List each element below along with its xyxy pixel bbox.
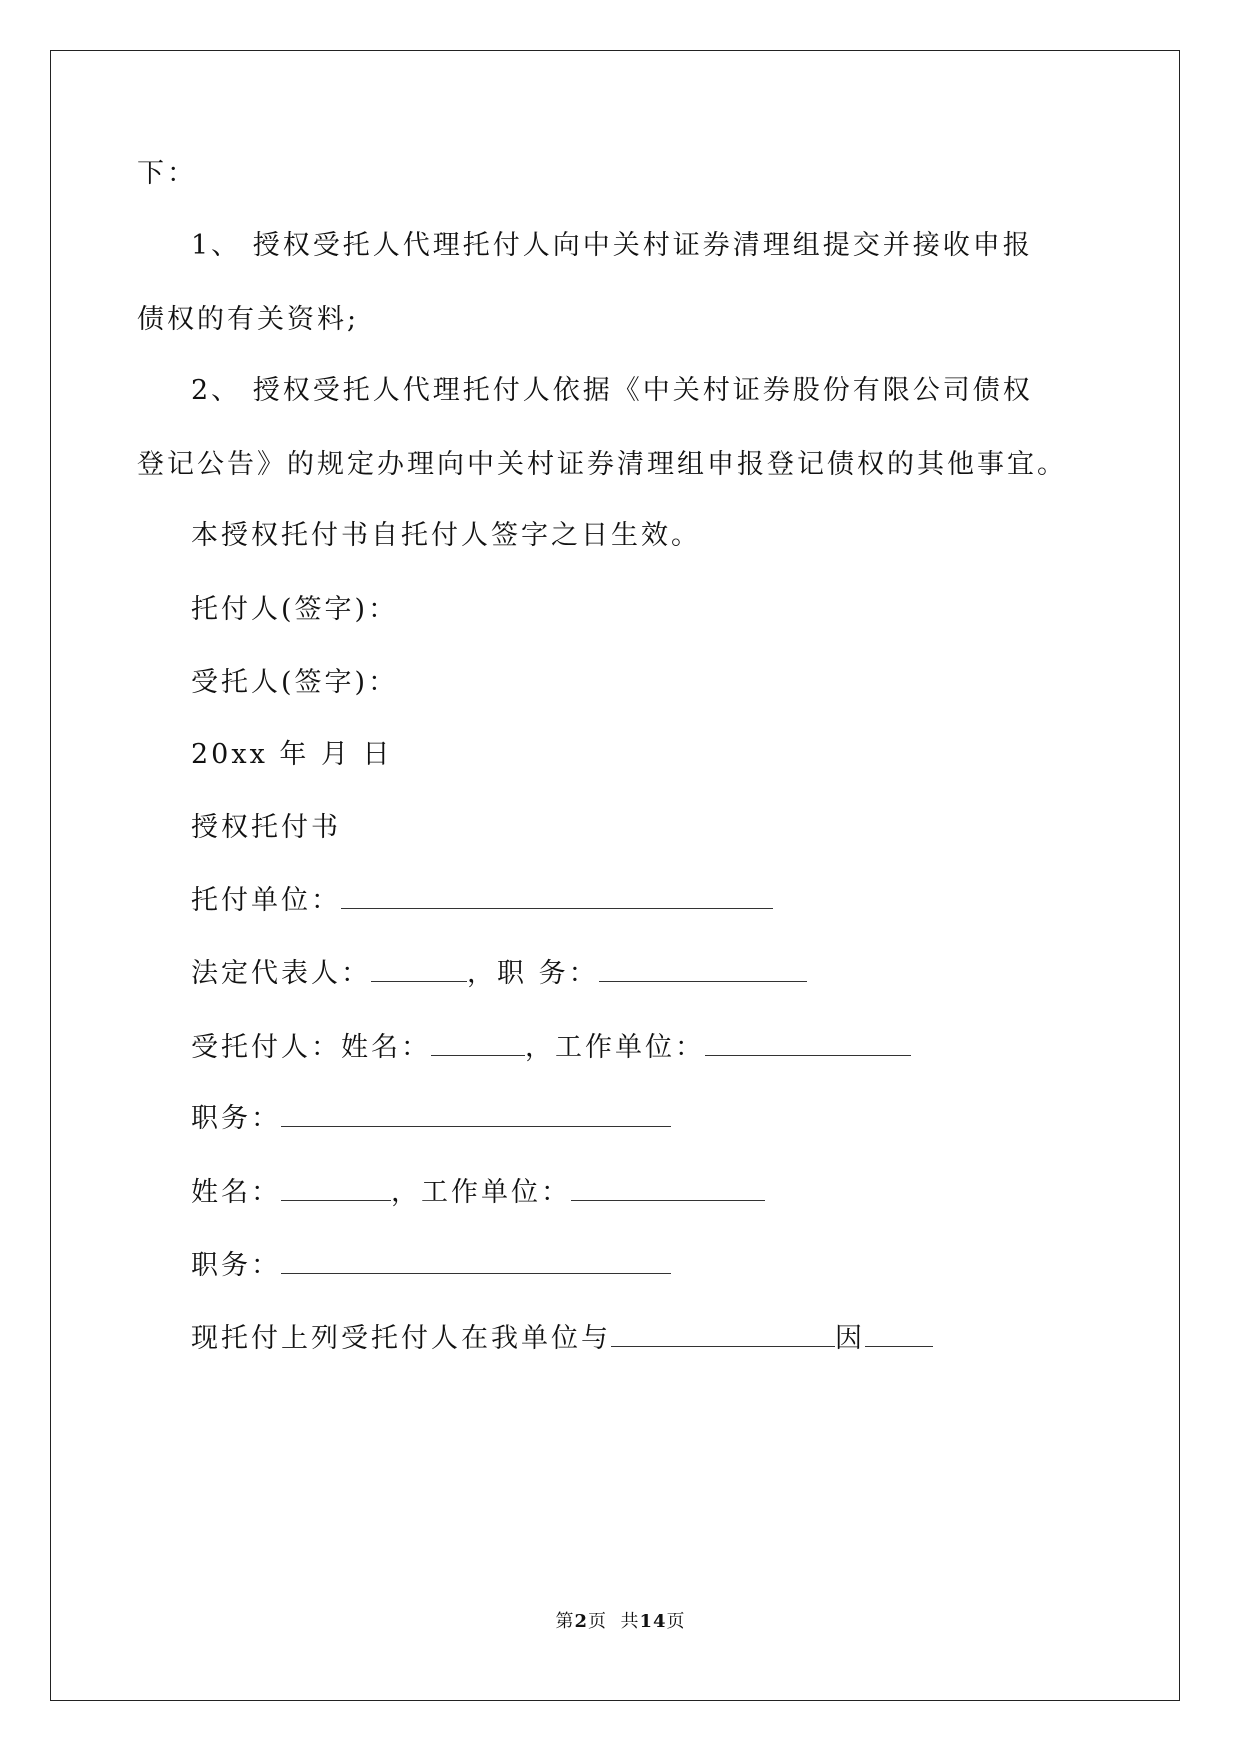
date-line: 20xx 年 月 日 — [191, 739, 393, 770]
field-label: 托付单位： — [191, 885, 341, 916]
blank-line — [281, 1176, 391, 1201]
blank-line — [431, 1031, 525, 1056]
text-line: 托付人(签字)： — [191, 594, 399, 625]
field-label: ，职 务： — [467, 958, 599, 989]
blank-line — [281, 1249, 671, 1274]
footer-mid: 页 共 — [588, 1611, 640, 1632]
blank-line — [571, 1176, 765, 1201]
blank-line — [705, 1031, 911, 1056]
blank-line — [611, 1322, 835, 1347]
section-title: 授权托付书 — [191, 812, 341, 843]
field-label: ，工作单位： — [525, 1032, 705, 1063]
form-row-entrust — [191, 1322, 933, 1356]
blank-line — [865, 1322, 933, 1347]
form-row-duty-2 — [191, 1249, 671, 1283]
field-label: 受托付人：姓名： — [191, 1032, 431, 1063]
blank-line — [599, 957, 807, 982]
field-label: ，工作单位： — [391, 1177, 571, 1208]
blank-line — [371, 957, 467, 982]
text-line: 2、 授权受托人代理托付人依据《中关村证券股份有限公司债权 — [191, 375, 1033, 406]
form-row-legal-rep — [191, 957, 807, 991]
page-footer — [0, 1610, 1241, 1634]
text-line: 登记公告》的规定办理向中关村证券清理组申报登记债权的其他事宜。 — [137, 449, 1067, 480]
current-page-number: 2 — [574, 1611, 588, 1632]
text-line: 债权的有关资料; — [137, 304, 360, 335]
page-border — [50, 50, 1180, 1701]
body-text: 因 — [835, 1323, 865, 1354]
text-line: 受托人(签字)： — [191, 667, 399, 698]
form-row-agent — [191, 1031, 911, 1065]
footer-prefix: 第 — [555, 1611, 575, 1632]
blank-line — [281, 1102, 671, 1127]
text-line: 下： — [137, 158, 197, 189]
form-row-name-2 — [191, 1176, 765, 1210]
field-label: 姓名： — [191, 1177, 281, 1208]
text-line: 1、 授权受托人代理托付人向中关村证券清理组提交并接收申报 — [191, 230, 1033, 261]
form-row-duty-1 — [191, 1102, 671, 1136]
footer-suffix: 页 — [666, 1611, 686, 1632]
blank-line — [341, 884, 773, 909]
field-label: 职务： — [191, 1250, 281, 1281]
field-label: 法定代表人： — [191, 958, 371, 989]
form-row-entrusting-unit — [191, 884, 773, 918]
total-page-number: 14 — [639, 1611, 667, 1632]
body-text: 现托付上列受托付人在我单位与 — [191, 1323, 611, 1354]
text-line: 本授权托付书自托付人签字之日生效。 — [191, 520, 701, 551]
field-label: 职务： — [191, 1103, 281, 1134]
